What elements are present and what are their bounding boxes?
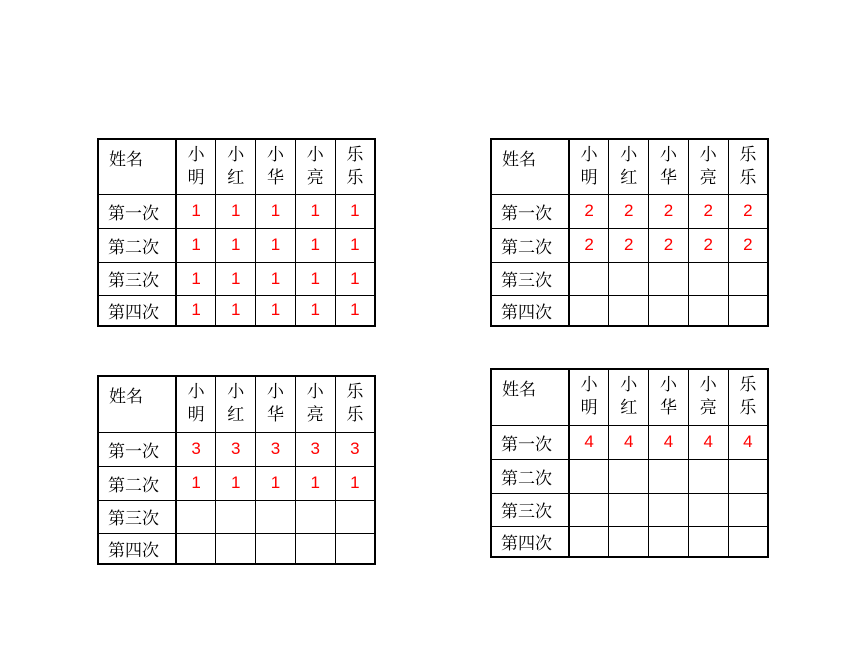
score-cell: 3	[176, 432, 216, 466]
score-cell	[688, 262, 728, 295]
score-cell	[295, 500, 335, 533]
header-xiaoming: 小 明	[569, 139, 609, 194]
row-label: 第一次	[98, 194, 176, 228]
table-row	[491, 425, 768, 459]
score-cell: 1	[176, 194, 216, 228]
score-cell	[295, 533, 335, 564]
header-lele: 乐 乐	[728, 139, 768, 194]
table-row	[491, 295, 768, 326]
score-cell: 1	[256, 228, 296, 262]
header-xiaoliang: 小 亮	[688, 369, 728, 425]
row-label: 第二次	[491, 228, 569, 262]
score-cell: 2	[609, 228, 649, 262]
header-lele: 乐 乐	[335, 139, 375, 194]
score-cell	[609, 295, 649, 326]
score-cell	[569, 493, 609, 526]
table-row	[491, 526, 768, 557]
score-cell	[649, 459, 689, 493]
score-cell	[728, 459, 768, 493]
table-row	[491, 194, 768, 228]
score-cell: 1	[216, 466, 256, 500]
score-cell	[649, 526, 689, 557]
score-cell: 1	[295, 194, 335, 228]
header-xiaohong: 小 红	[216, 376, 256, 432]
score-cell	[649, 262, 689, 295]
table-row	[98, 533, 375, 564]
table-row	[98, 262, 375, 295]
score-cell	[688, 526, 728, 557]
score-cell: 1	[216, 228, 256, 262]
table-row	[98, 466, 375, 500]
score-cell	[728, 262, 768, 295]
table-row	[491, 493, 768, 526]
score-table-2	[490, 138, 769, 327]
score-cell: 1	[335, 228, 375, 262]
table-row	[98, 194, 375, 228]
table-row	[491, 459, 768, 493]
table-row	[98, 432, 375, 466]
row-label: 第二次	[98, 228, 176, 262]
score-cell	[569, 295, 609, 326]
row-label: 第四次	[98, 295, 176, 326]
header-lele: 乐 乐	[335, 376, 375, 432]
score-cell	[335, 533, 375, 564]
row-label: 第一次	[491, 425, 569, 459]
header-xiaohua: 小 华	[649, 139, 689, 194]
header-xiaoming: 小 明	[176, 139, 216, 194]
score-cell: 1	[176, 228, 216, 262]
score-cell: 1	[335, 466, 375, 500]
score-cell: 1	[256, 466, 296, 500]
score-cell: 4	[609, 425, 649, 459]
header-xiaoliang: 小 亮	[295, 376, 335, 432]
score-cell	[176, 533, 216, 564]
score-cell: 1	[256, 194, 296, 228]
score-cell	[609, 493, 649, 526]
score-cell	[688, 493, 728, 526]
header-xiaohua: 小 华	[649, 369, 689, 425]
header-xiaoliang: 小 亮	[688, 139, 728, 194]
score-cell: 2	[728, 194, 768, 228]
score-cell: 4	[649, 425, 689, 459]
row-label: 第二次	[491, 459, 569, 493]
score-cell	[728, 493, 768, 526]
score-cell: 2	[569, 194, 609, 228]
score-cell	[609, 459, 649, 493]
score-cell	[649, 493, 689, 526]
score-cell: 4	[688, 425, 728, 459]
header-xiaoming: 小 明	[569, 369, 609, 425]
score-cell: 2	[688, 194, 728, 228]
score-cell: 1	[295, 262, 335, 295]
score-cell: 2	[649, 228, 689, 262]
score-cell: 3	[216, 432, 256, 466]
table-row	[98, 228, 375, 262]
score-cell	[216, 533, 256, 564]
score-cell: 1	[335, 295, 375, 326]
score-cell	[569, 526, 609, 557]
score-cell: 1	[295, 295, 335, 326]
score-cell: 3	[256, 432, 296, 466]
row-label: 第四次	[491, 526, 569, 557]
score-cell: 1	[176, 466, 216, 500]
score-cell: 2	[688, 228, 728, 262]
score-cell: 2	[609, 194, 649, 228]
table-row	[98, 295, 375, 326]
score-cell: 2	[569, 228, 609, 262]
score-cell	[728, 295, 768, 326]
score-cell	[688, 295, 728, 326]
score-table-1	[97, 138, 376, 327]
score-table-4	[490, 368, 769, 558]
header-lele: 乐 乐	[728, 369, 768, 425]
score-cell: 1	[295, 228, 335, 262]
name-header: 姓名	[491, 369, 569, 425]
score-cell: 1	[176, 262, 216, 295]
score-cell: 2	[649, 194, 689, 228]
score-cell: 4	[728, 425, 768, 459]
header-xiaoming: 小 明	[176, 376, 216, 432]
score-cell: 3	[295, 432, 335, 466]
score-cell	[609, 526, 649, 557]
row-label: 第四次	[491, 295, 569, 326]
row-label: 第一次	[98, 432, 176, 466]
header-xiaohong: 小 红	[216, 139, 256, 194]
table-row	[98, 500, 375, 533]
score-cell	[609, 262, 649, 295]
score-cell: 1	[335, 262, 375, 295]
score-cell	[688, 459, 728, 493]
score-cell	[569, 459, 609, 493]
score-cell: 1	[216, 295, 256, 326]
score-cell: 2	[728, 228, 768, 262]
header-xiaohua: 小 华	[256, 376, 296, 432]
name-header: 姓名	[98, 376, 176, 432]
row-label: 第二次	[98, 466, 176, 500]
score-cell	[649, 295, 689, 326]
score-cell: 1	[216, 194, 256, 228]
score-cell: 1	[256, 295, 296, 326]
row-label: 第三次	[491, 493, 569, 526]
score-cell: 4	[569, 425, 609, 459]
row-label: 第一次	[491, 194, 569, 228]
score-cell	[256, 533, 296, 564]
score-cell	[335, 500, 375, 533]
table-row	[491, 228, 768, 262]
score-cell: 1	[176, 295, 216, 326]
score-cell: 1	[216, 262, 256, 295]
header-xiaoliang: 小 亮	[295, 139, 335, 194]
score-cell: 1	[256, 262, 296, 295]
table-row	[491, 262, 768, 295]
row-label: 第三次	[98, 262, 176, 295]
score-cell: 1	[295, 466, 335, 500]
row-label: 第三次	[98, 500, 176, 533]
score-cell	[256, 500, 296, 533]
header-xiaohua: 小 华	[256, 139, 296, 194]
name-header: 姓名	[98, 139, 176, 194]
name-header: 姓名	[491, 139, 569, 194]
header-xiaohong: 小 红	[609, 139, 649, 194]
row-label: 第三次	[491, 262, 569, 295]
score-cell: 1	[335, 194, 375, 228]
row-label: 第四次	[98, 533, 176, 564]
score-cell	[176, 500, 216, 533]
score-cell	[728, 526, 768, 557]
score-table-3	[97, 375, 376, 565]
score-cell	[216, 500, 256, 533]
score-cell	[569, 262, 609, 295]
header-xiaohong: 小 红	[609, 369, 649, 425]
score-cell: 3	[335, 432, 375, 466]
